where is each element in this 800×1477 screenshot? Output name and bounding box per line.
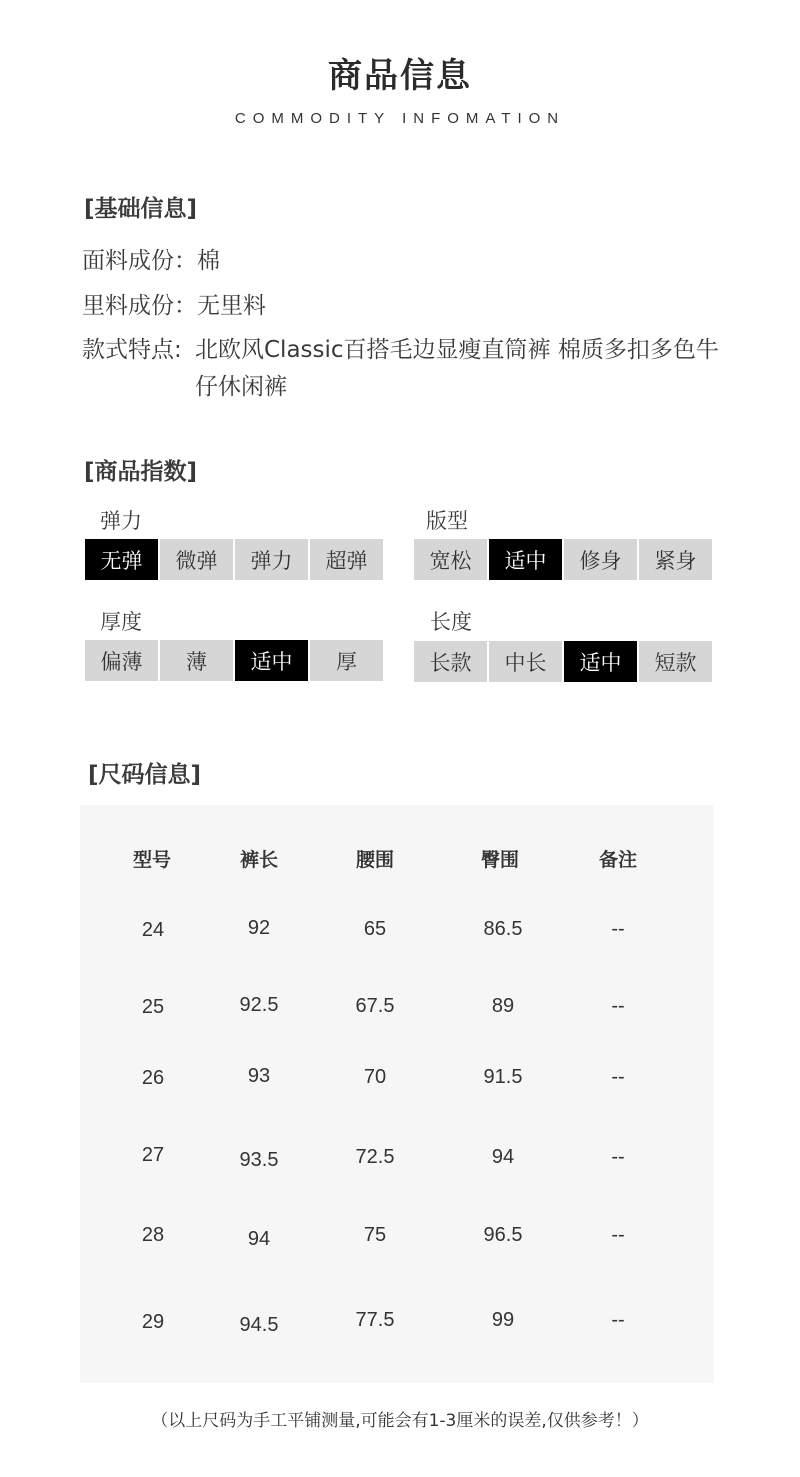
style-features-label: 款式特点:: [82, 337, 182, 363]
index-row-thickness: [85, 640, 385, 681]
table-cell: --: [611, 1146, 625, 1168]
index-option: 短款: [639, 641, 712, 682]
index-option-selected: 适中: [564, 641, 637, 682]
index-row-elasticity: [85, 539, 385, 580]
size-info-heading: [尺码信息]: [88, 762, 202, 788]
table-cell: 27: [141, 1144, 165, 1166]
index-option: 宽松: [414, 539, 487, 580]
table-cell: 70: [363, 1066, 387, 1088]
index-row-fit: [414, 539, 714, 580]
column-header: 备注: [598, 849, 638, 871]
size-table: [80, 805, 714, 1383]
index-option: 紧身: [639, 539, 712, 580]
page-title: 商品信息: [328, 56, 472, 96]
style-features: [82, 332, 722, 406]
table-cell: 94: [247, 1228, 271, 1250]
table-cell: 25: [141, 996, 165, 1018]
index-option: 超弹: [310, 539, 383, 580]
index-option: 长款: [414, 641, 487, 682]
table-cell: 92.5: [239, 994, 279, 1016]
index-label-thickness: 厚度: [100, 610, 142, 634]
table-cell: 65: [363, 918, 387, 940]
table-cell: 72.5: [355, 1146, 395, 1168]
column-header: 型号: [132, 849, 172, 871]
table-cell: 94.5: [239, 1314, 279, 1336]
table-cell: 99: [491, 1309, 515, 1331]
index-option: 弹力: [235, 539, 308, 580]
table-cell: 26: [141, 1067, 165, 1089]
table-cell: --: [611, 918, 625, 940]
column-header: 裤长: [239, 849, 279, 871]
table-cell: 93.5: [239, 1149, 279, 1171]
index-row-length: [414, 641, 714, 682]
index-label-elasticity: 弹力: [100, 509, 142, 533]
index-label-fit: 版型: [426, 509, 468, 533]
table-cell: 75: [363, 1224, 387, 1246]
index-label-length: 长度: [430, 610, 472, 634]
column-header: 腰围: [355, 849, 395, 871]
table-cell: 24: [141, 919, 165, 941]
table-cell: 94: [491, 1146, 515, 1168]
size-note: （以上尺码为手工平铺测量,可能会有1-3厘米的误差,仅供参考！）: [151, 1411, 649, 1431]
index-option-selected: 适中: [235, 640, 308, 681]
index-option: 微弹: [160, 539, 233, 580]
table-cell: 28: [141, 1224, 165, 1246]
product-index-heading: [商品指数]: [84, 459, 198, 485]
table-cell: 86.5: [483, 918, 523, 940]
table-cell: --: [611, 1066, 625, 1088]
basic-info-heading: [基础信息]: [84, 196, 198, 222]
style-features-text: 北欧风Classic百搭毛边显瘦直筒裤 棉质多扣多色牛仔休闲裤: [195, 337, 719, 400]
lining-info: 里料成份：无里料: [82, 293, 266, 319]
index-option: 中长: [489, 641, 562, 682]
table-cell: 91.5: [483, 1066, 523, 1088]
index-option: 偏薄: [85, 640, 158, 681]
fabric-info: 面料成份：棉: [82, 248, 220, 274]
table-cell: 96.5: [483, 1224, 523, 1246]
table-cell: 89: [491, 995, 515, 1017]
table-cell: 67.5: [355, 995, 395, 1017]
table-cell: 29: [141, 1311, 165, 1333]
index-option-selected: 适中: [489, 539, 562, 580]
index-option: 厚: [310, 640, 383, 681]
table-cell: --: [611, 995, 625, 1017]
column-header: 臀围: [480, 849, 520, 871]
index-option: 修身: [564, 539, 637, 580]
table-cell: --: [611, 1309, 625, 1331]
table-cell: --: [611, 1224, 625, 1246]
index-option-selected: 无弹: [85, 539, 158, 580]
table-cell: 92: [247, 917, 271, 939]
table-cell: 77.5: [355, 1309, 395, 1331]
table-cell: 93: [247, 1065, 271, 1087]
page-subtitle: COMMODITY INFOMATION: [234, 110, 566, 127]
index-option: 薄: [160, 640, 233, 681]
